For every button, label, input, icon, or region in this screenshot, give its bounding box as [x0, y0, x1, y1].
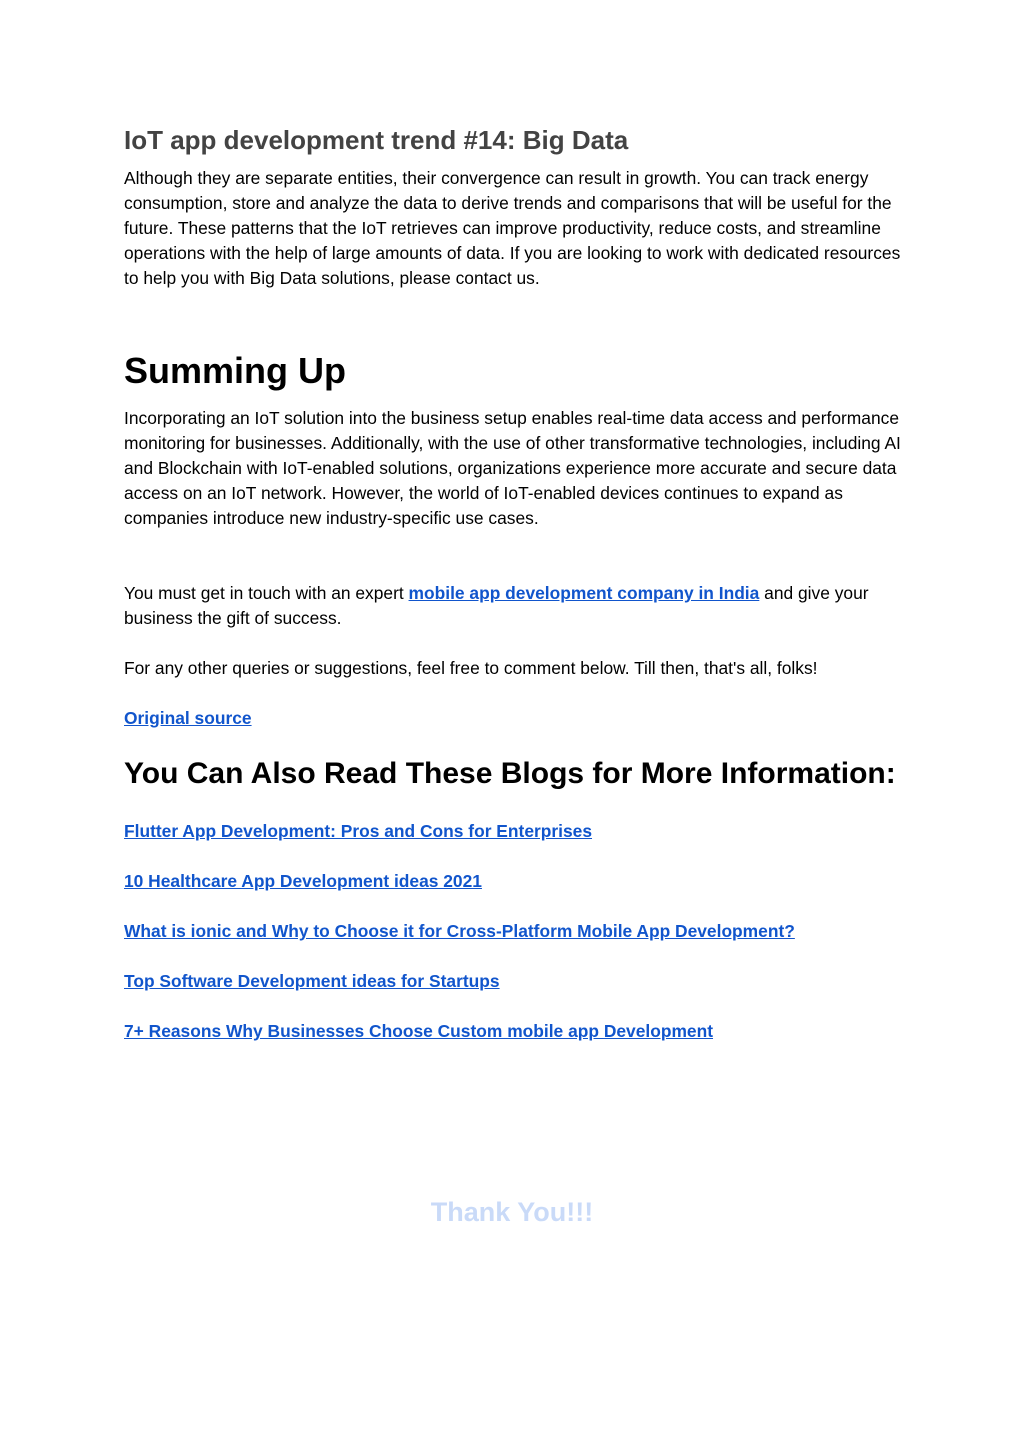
expert-text-after: and give your business the gift of success.	[124, 583, 869, 628]
trend-heading: IoT app development trend #14: Big Data	[124, 125, 629, 155]
original-source-link[interactable]: Original source	[124, 708, 252, 728]
summing-up-paragraph: Incorporating an IoT solution into the business setup enables real-time data access and performance monitoring for businesses. Additionally, with the use of other transformative technologies, including AI and Blockchain with IoT-enabled solutions, organizations experience more accurate and secure data access on an IoT network. However, the world of IoT-enabled devices continues to expand as companies introduce new industry-specific use cases.	[124, 408, 901, 528]
blog-item	[124, 869, 482, 894]
summing-up-heading: Summing Up	[124, 350, 346, 391]
queries-paragraph: For any other queries or suggestions, feel free to comment below. Till then, that's all, folks!	[124, 658, 818, 678]
blogs-heading: You Can Also Read These Blogs for More Information:	[124, 757, 896, 790]
blog-link-ionic[interactable]: What is ionic and Why to Choose it for Cross-Platform Mobile App Development?	[124, 921, 795, 941]
blog-link-software-ideas[interactable]: Top Software Development ideas for Startups	[124, 971, 500, 991]
blog-item	[124, 969, 500, 994]
blog-link-healthcare[interactable]: 10 Healthcare App Development ideas 2021	[124, 871, 482, 891]
blog-item	[124, 819, 592, 844]
blog-link-flutter[interactable]: Flutter App Development: Pros and Cons for Enterprises	[124, 821, 593, 841]
expert-text-before: You must get in touch with an expert	[124, 583, 409, 603]
blog-item	[124, 919, 795, 944]
trend-paragraph: Although they are separate entities, their convergence can result in growth. You can track energy consumption, store and analyze the data to derive trends and comparisons that will be useful for the future. These patterns that the IoT retrieves can improve productivity, reduce costs, and streamline operations with the help of large amounts of data. If you are looking to work with dedicated resources to help you with Big Data solutions, please contact us.	[124, 168, 901, 288]
thank-you-text: Thank You!!!	[430, 1197, 594, 1227]
expert-paragraph	[124, 581, 904, 631]
source-paragraph	[124, 706, 904, 731]
blog-link-custom-mobile[interactable]: 7+ Reasons Why Businesses Choose Custom mobile app Development	[124, 1021, 714, 1041]
blog-item	[124, 1019, 713, 1044]
mobile-app-company-link[interactable]: mobile app development company in India	[408, 583, 760, 603]
